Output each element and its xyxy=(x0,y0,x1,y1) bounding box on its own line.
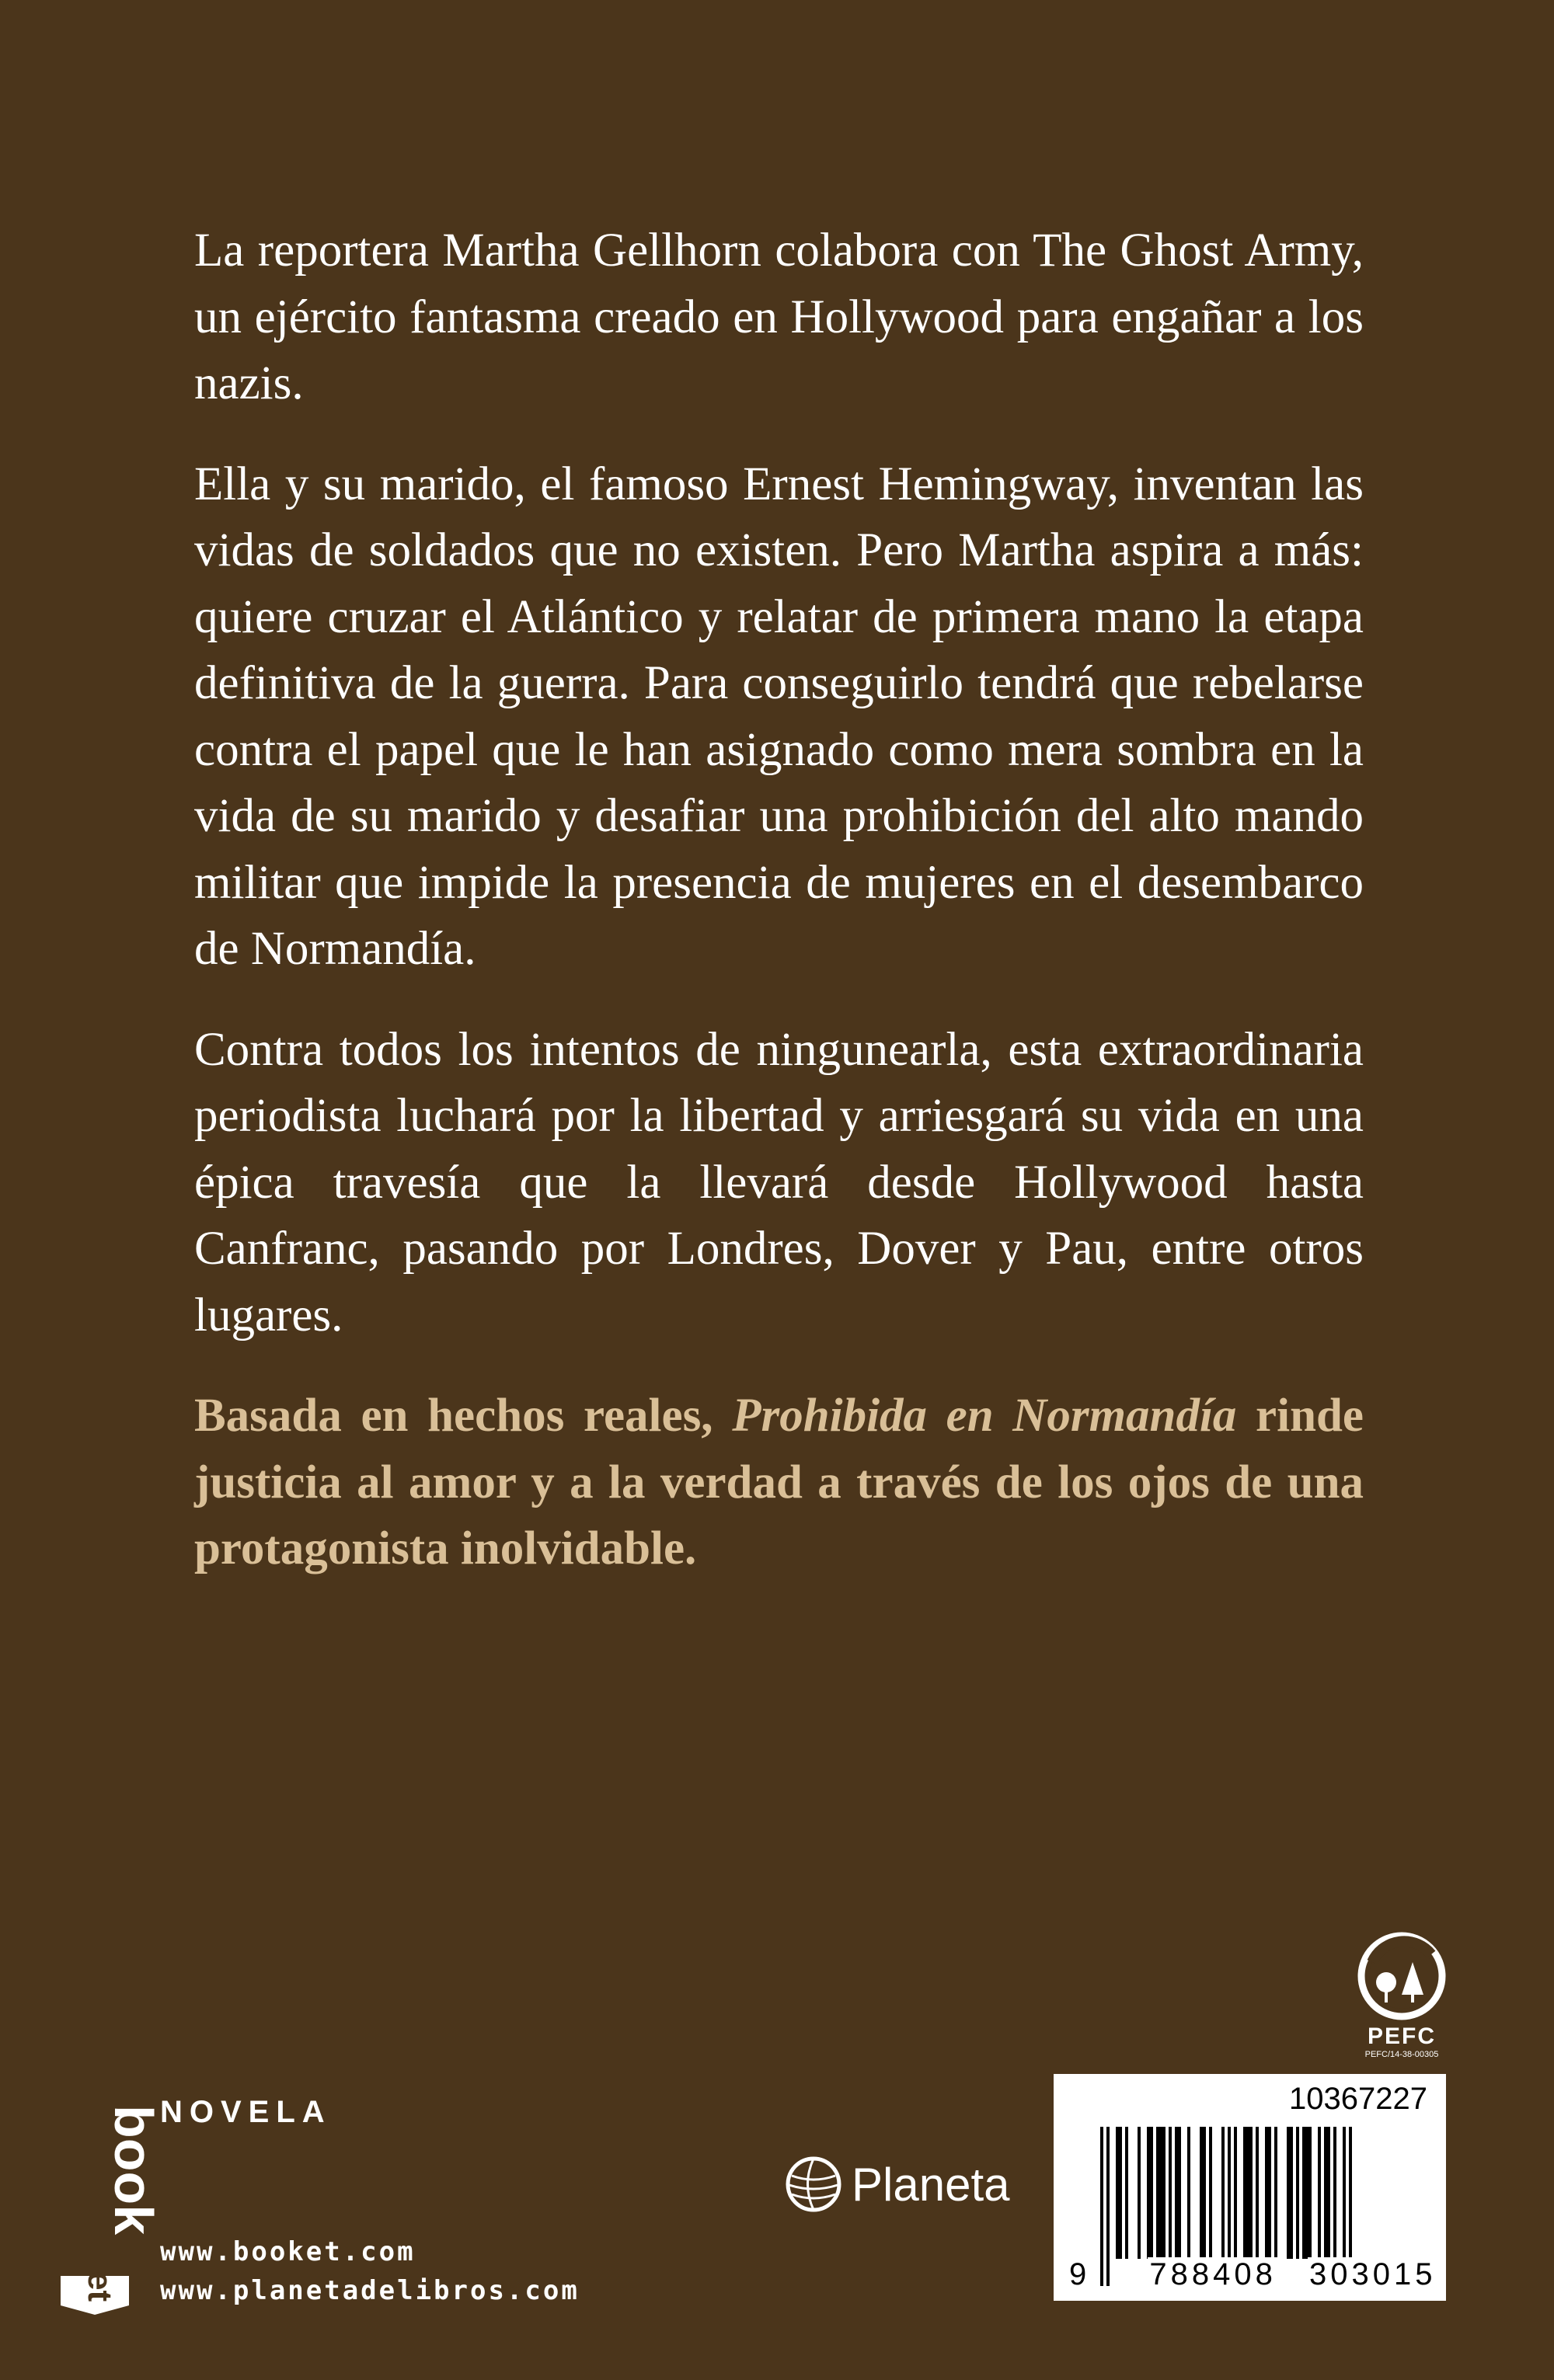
isbn-first-digit: 9 xyxy=(1069,2257,1091,2291)
blurb-paragraph-1: La reportera Martha Gellhorn colabora con The Ghost Army, un ejército fantasma creado en Hollywood para engañar a los nazis. xyxy=(194,224,1364,409)
publisher-logo xyxy=(785,2156,1010,2213)
svg-text:book: book xyxy=(103,2105,164,2236)
tagline-lead: Basada en hechos reales, xyxy=(194,1390,733,1442)
barcode-bar xyxy=(1259,2127,1265,2259)
barcode xyxy=(1054,2074,1446,2301)
isbn-digits xyxy=(1069,2257,1437,2292)
globe-icon xyxy=(785,2156,842,2213)
planetadelibros-url[interactable]: www.planetadelibros.com xyxy=(160,2275,580,2306)
pefc-logo-icon xyxy=(1357,1931,1447,2021)
barcode-bar xyxy=(1110,2127,1116,2259)
pefc-code: PEFC/14-38-00305 xyxy=(1364,2050,1439,2059)
barcode-bar xyxy=(1147,2127,1153,2259)
barcode-bar xyxy=(1237,2127,1243,2259)
barcode-bar xyxy=(1141,2127,1147,2259)
barcode-bar xyxy=(1190,2127,1200,2259)
publisher-name: Planeta xyxy=(852,2158,1010,2211)
blurb-tagline xyxy=(194,1383,1364,1582)
pefc-label: PEFC xyxy=(1367,2023,1436,2049)
blurb-paragraph-2: Ella y su marido, el famoso Ernest Hemingway, inventan las vidas de soldados que no existen. Pero Martha aspira a más: quiere cruzar el Atlántico y relatar de primera mano la etapa definitiva de la guerra. Para conseguirlo tendrá que rebelarse contra el papel que le han asignado como mera sombra en la vida de su marido y desafiar una prohibición del alto mando militar que impide la presencia de mujeres en el desembarco de Normandía. xyxy=(194,458,1364,975)
genre-label: NOVELA xyxy=(160,2095,332,2129)
product-code: 10367227 xyxy=(1289,2082,1427,2116)
barcode-bar xyxy=(1181,2127,1187,2259)
barcode-bar xyxy=(1128,2127,1138,2259)
barcode-bar xyxy=(1324,2127,1330,2259)
barcode-bar xyxy=(1277,2127,1287,2259)
pefc-certification xyxy=(1355,1931,1448,2060)
barcode-bar xyxy=(1243,2127,1253,2259)
barcode-bar xyxy=(1175,2127,1181,2259)
booket-url[interactable]: www.booket.com xyxy=(160,2236,416,2267)
website-links xyxy=(160,2232,580,2310)
back-cover-blurb xyxy=(194,217,1364,1616)
barcode-bar xyxy=(1116,2127,1122,2259)
tagline-rest: rinde justicia al amor y a la verdad a través de los ojos de una protagonista inolvidable. xyxy=(194,1390,1364,1574)
isbn-group-2: 303015 xyxy=(1308,2257,1437,2291)
barcode-bar xyxy=(1156,2127,1166,2259)
blurb-paragraph-3: Contra todos los intentos de ningunearla, esta extraordinaria periodista luchará por la libertad y arriesgará su vida en una épica travesía que la llevará desde Hollywood hasta Canfranc, pasando por Londres, Dover y Pau, entre otros lugares. xyxy=(194,1023,1364,1341)
barcode-bar xyxy=(1336,2127,1343,2259)
svg-text:et: et xyxy=(81,2271,119,2302)
booket-logo xyxy=(56,2097,164,2315)
barcode-bar xyxy=(1287,2127,1293,2259)
barcode-bar xyxy=(1312,2127,1318,2259)
barcode-bar xyxy=(1200,2127,1206,2259)
isbn-group-1: 788408 xyxy=(1149,2257,1277,2291)
book-title: Prohibida en Normandía xyxy=(732,1390,1237,1442)
barcode-bar xyxy=(1265,2127,1271,2259)
barcode-bar xyxy=(1212,2127,1218,2259)
barcode-bar xyxy=(1302,2127,1312,2259)
